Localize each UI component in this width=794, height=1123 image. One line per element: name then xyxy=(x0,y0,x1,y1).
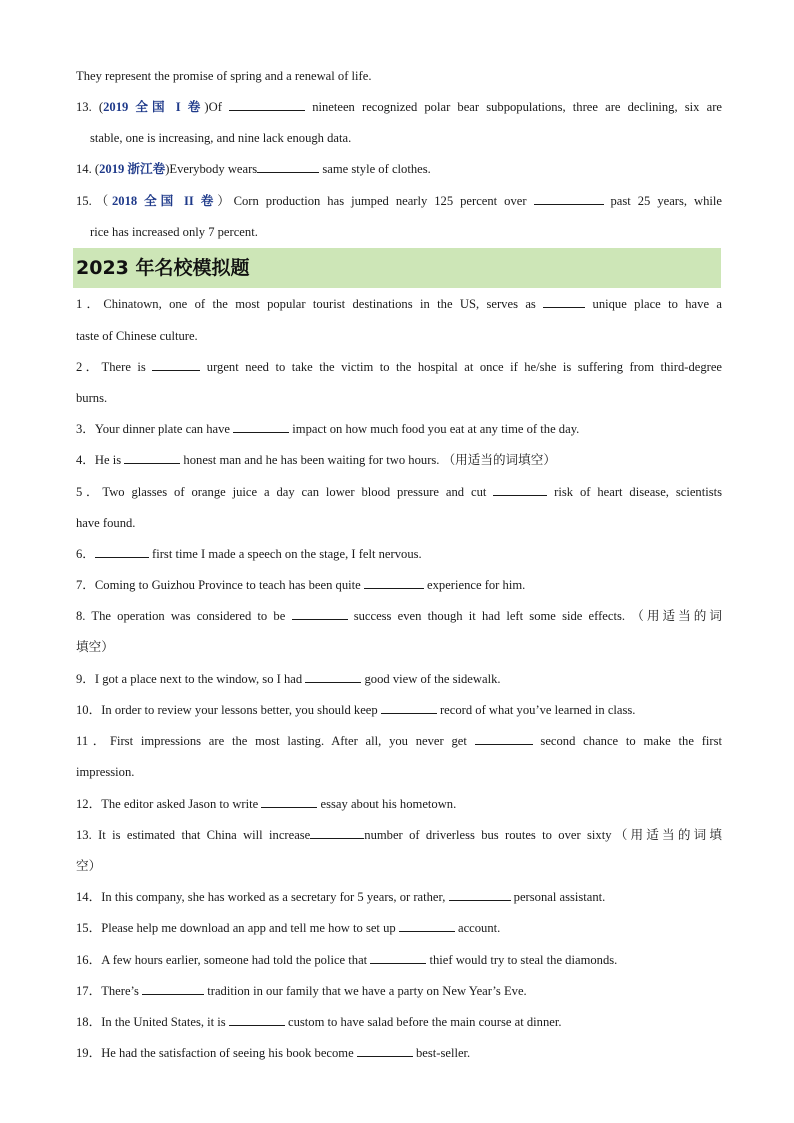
prev-question-15: 15.（2018 全国 II 卷）Corn production has jumped nearly 125 percent over past 25 years, while xyxy=(76,194,722,208)
answer-blank[interactable] xyxy=(229,99,305,111)
answer-blank[interactable] xyxy=(357,1045,413,1057)
question-14: 14．In this company, she has worked as a secretary for 5 years, or rather, personal assistant. xyxy=(76,890,606,904)
question-8: 8. The operation was considered to be success even though it had left some side effects. （用适当的词 xyxy=(76,609,722,623)
answer-blank[interactable] xyxy=(292,608,348,620)
source-tag: 2018 全国 II 卷 xyxy=(112,194,218,208)
question-11: 11．First impressions are the most lasting. After all, you never get second chance to make the first xyxy=(76,734,722,748)
answer-blank[interactable] xyxy=(475,733,533,745)
question-12: 12．The editor asked Jason to write essay about his hometown. xyxy=(76,797,457,811)
source-tag: 2019 浙江卷 xyxy=(99,162,166,176)
answer-blank[interactable] xyxy=(449,889,511,901)
question-13: 13. It is estimated that China will increase number of driverless bus routes to over sixty（用适当的词填 xyxy=(76,828,722,842)
prev-question-15-cont: rice has increased only 7 percent. xyxy=(90,225,258,239)
answer-blank[interactable] xyxy=(124,452,180,464)
answer-blank[interactable] xyxy=(95,546,149,558)
source-tag: 2019 全国 I 卷 xyxy=(103,100,205,114)
answer-blank[interactable] xyxy=(493,484,547,496)
question-2: 2．There is urgent need to take the victim to the hospital at once if he/she is suffering from third-degree xyxy=(76,360,723,374)
section-banner xyxy=(73,248,721,288)
section-title: 2023 年名校模拟题 xyxy=(76,257,250,279)
question-2-cont: burns. xyxy=(76,391,108,405)
answer-blank[interactable] xyxy=(233,421,289,433)
question-8-cont: 填空） xyxy=(76,640,114,654)
answer-blank[interactable] xyxy=(152,359,200,371)
question-9: 9．I got a place next to the window, so I had good view of the sidewalk. xyxy=(76,672,501,686)
question-3: 3．Your dinner plate can have impact on how much food you eat at any time of the day. xyxy=(76,422,580,436)
prev-question-13-cont: stable, one is increasing, and nine lack enough data. xyxy=(90,131,352,145)
question-10: 10．In order to review your lessons better, you should keep record of what you’ve learned in class. xyxy=(76,703,636,717)
question-15: 15．Please help me download an app and tell me how to set up account. xyxy=(76,921,501,935)
prev-line: They represent the promise of spring and a renewal of life. xyxy=(76,69,372,83)
prev-question-14: 14. (2019 浙江卷)Everybody wears same style of clothes. xyxy=(76,162,431,176)
answer-blank[interactable] xyxy=(305,671,361,683)
answer-blank[interactable] xyxy=(142,983,204,995)
question-17: 17．There’s tradition in our family that we have a party on New Year’s Eve. xyxy=(76,984,527,998)
answer-blank[interactable] xyxy=(543,296,585,308)
answer-blank[interactable] xyxy=(229,1014,285,1026)
answer-blank[interactable] xyxy=(399,920,455,932)
answer-blank[interactable] xyxy=(261,796,317,808)
answer-blank[interactable] xyxy=(381,702,437,714)
question-6: 6． first time I made a speech on the stage, I felt nervous. xyxy=(76,547,422,561)
question-5: 5．Two glasses of orange juice a day can lower blood pressure and cut risk of heart disease, scientists xyxy=(76,485,722,499)
question-1-cont: taste of Chinese culture. xyxy=(76,329,198,343)
question-5-cont: have found. xyxy=(76,516,136,530)
question-1: 1．Chinatown, one of the most popular tourist destinations in the US, serves as unique place to have a xyxy=(76,297,722,311)
question-19: 19．He had the satisfaction of seeing his book become best-seller. xyxy=(76,1046,471,1060)
answer-blank[interactable] xyxy=(257,161,319,173)
question-16: 16．A few hours earlier, someone had told the police that thief would try to steal the diamonds. xyxy=(76,953,618,967)
question-13-cont: 空） xyxy=(76,859,102,873)
question-11-cont: impression. xyxy=(76,765,135,779)
question-7: 7．Coming to Guizhou Province to teach has been quite experience for him. xyxy=(76,578,526,592)
answer-blank[interactable] xyxy=(534,193,604,205)
answer-blank[interactable] xyxy=(310,827,364,839)
answer-blank[interactable] xyxy=(364,577,424,589)
prev-question-13: 13. (2019 全国 I 卷)Of nineteen recognized polar bear subpopulations, three are declining, six are xyxy=(76,100,722,114)
question-4: 4．He is honest man and he has been waiting for two hours. （用适当的词填空） xyxy=(76,453,556,467)
question-18: 18．In the United States, it is custom to have salad before the main course at dinner. xyxy=(76,1015,562,1029)
answer-blank[interactable] xyxy=(370,952,426,964)
